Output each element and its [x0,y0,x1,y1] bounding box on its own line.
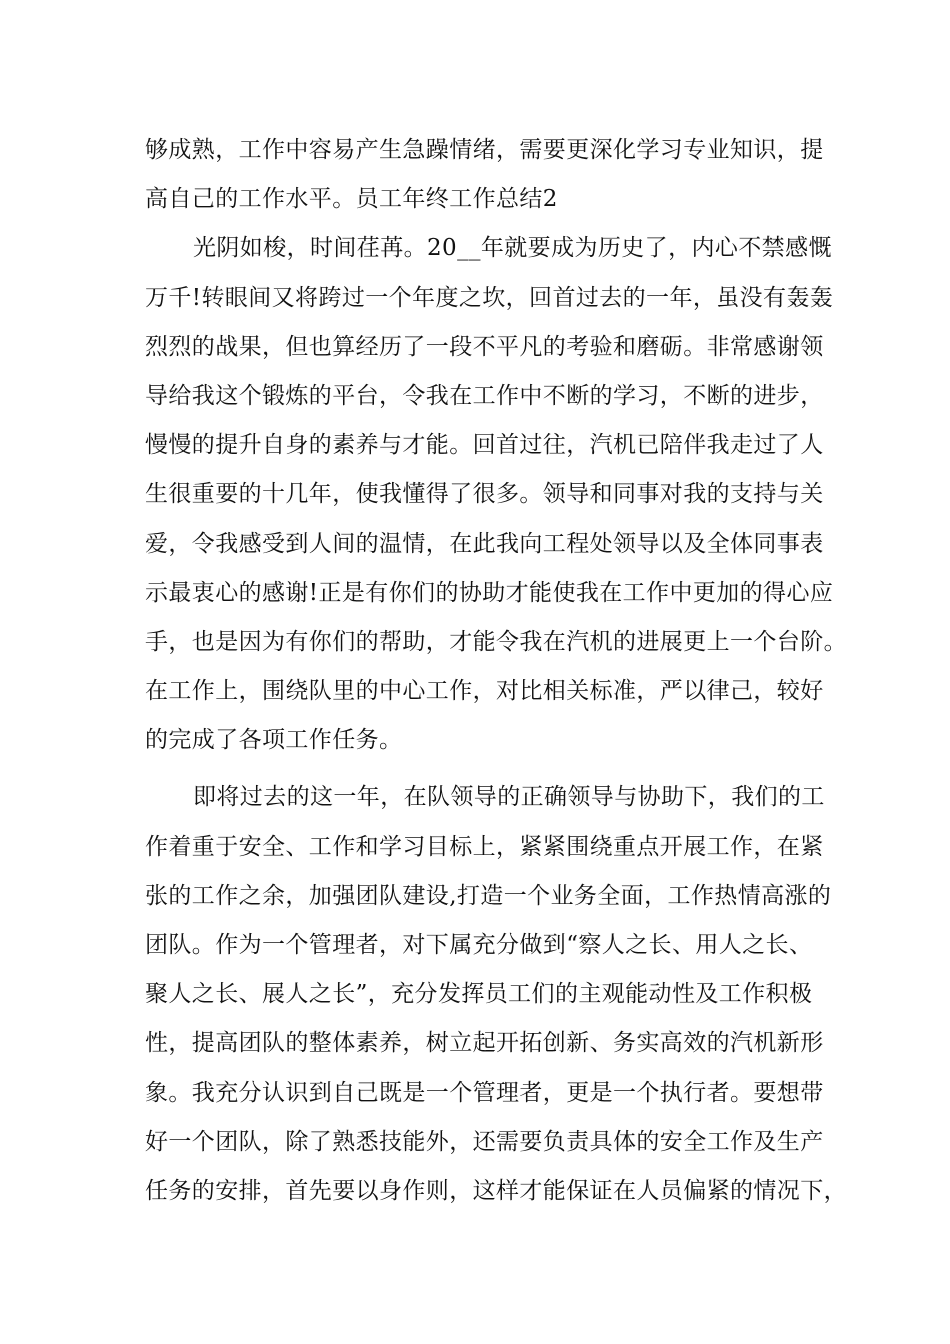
paragraph-3 [145,773,847,1216]
paragraph-2 [145,224,847,765]
paragraph-1 [145,126,824,224]
text-line: 好一个团队，除了熟悉技能外，还需要负责具体的安全工作及生产 [145,1128,824,1155]
text-line: 团队。作为一个管理者，对下属充分做到“察人之长、用人之长、 [145,932,813,958]
text-line: 聚人之长、展人之长”，充分发挥员工们的主观能动性及工作积极 [145,981,813,1008]
text-line: 慢慢的提升自身的素养与才能。回首过往，汽机已陪伴我走过了人 [145,432,824,459]
paragraph-gap [145,765,805,773]
text-line: 作着重于安全、工作和学习目标上，紧紧围绕重点开展工作，在紧 [145,833,824,860]
text-line: 烈烈的战果，但也算经历了一段不平凡的考验和磨砺。非常感谢领 [145,333,824,360]
text-line: 万千!转眼间又将跨过一个年度之坎，回首过去的一年，虽没有轰轰 [145,284,834,311]
text-line: 即将过去的这一年，在队领导的正确领导与协助下，我们的工 [193,784,825,811]
text-line: 够成熟，工作中容易产生急躁情绪，需要更深化学习专业知识，提 [145,137,824,163]
text-line: 性，提高团队的整体素养，树立起开拓创新、务实高效的汽机新形 [145,1030,824,1057]
text-line: 张的工作之余，加强团队建设,打造一个业务全面，工作热情高涨的 [145,882,832,909]
document-body [145,126,847,1216]
text-line: 手，也是因为有你们的帮助，才能令我在汽机的进展更上一个台阶。 [145,628,847,655]
text-line: 象。我充分认识到自己既是一个管理者，更是一个执行者。要想带 [145,1079,824,1106]
text-line: 导给我这个锻炼的平台，令我在工作中不断的学习，不断的进步， [145,382,824,409]
text-line: 光阴如梭，时间荏苒。20__年就要成为历史了，内心不禁感慨 [193,235,832,262]
text-line: 在工作上，围绕队里的中心工作，对比相关标准，严以律己，较好 [145,678,824,705]
text-line: 的完成了各项工作任务。 [145,727,403,754]
text-line: 生很重要的十几年，使我懂得了很多。领导和同事对我的支持与关 [145,481,824,508]
text-line: 任务的安排，首先要以身作则，这样才能保证在人员偏紧的情况下， [145,1177,847,1204]
text-line: 爱，令我感受到人间的温情，在此我向工程处领导以及全体同事表 [145,530,824,557]
text-line: 高自己的工作水平。员工年终工作总结2 [145,186,558,213]
text-line: 示最衷心的感谢!正是有你们的协助才能使我在工作中更加的得心应 [145,579,834,606]
